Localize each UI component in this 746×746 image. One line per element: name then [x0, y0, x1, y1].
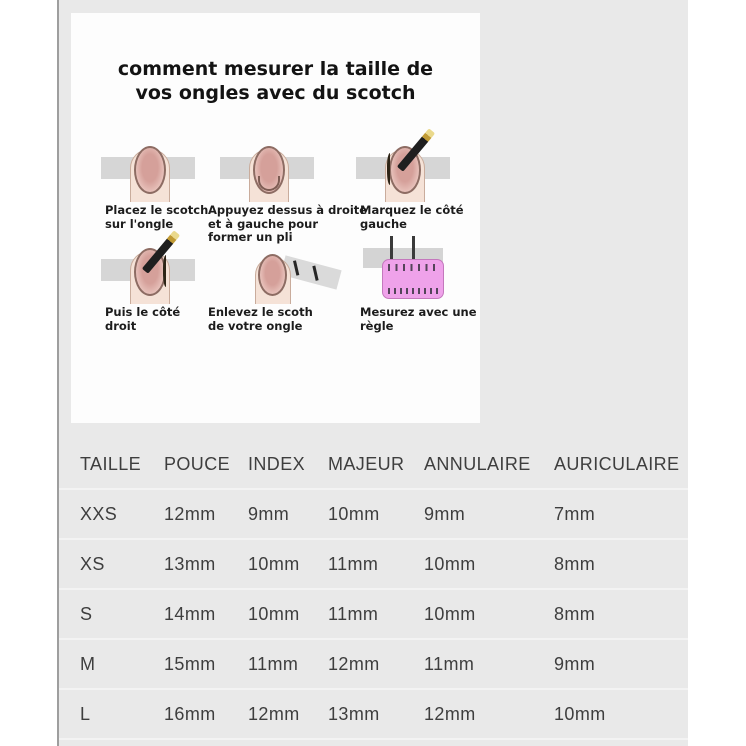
nail-icon: [258, 254, 287, 296]
finger-with-tape-icon: [99, 141, 199, 201]
finger-icon: [255, 257, 291, 304]
annulaire-value: 12mm: [424, 703, 476, 724]
table-row-xxs: [59, 489, 688, 539]
annulaire-value: 10mm: [424, 553, 476, 574]
pen-marking-left-icon: [354, 141, 454, 201]
tape-removed-icon: [246, 243, 346, 303]
index-value: 10mm: [248, 603, 300, 624]
size-label: XXS: [80, 503, 118, 524]
guide-step-3: [360, 141, 482, 231]
majeur-value: 11mm: [328, 603, 379, 624]
pouce-value: 13mm: [164, 553, 216, 574]
ruler-ticks-icon: [388, 288, 438, 294]
annulaire-value: 10mm: [424, 603, 476, 624]
index-value: 9mm: [248, 503, 290, 524]
finger-icon: [130, 149, 170, 202]
majeur-value: 12mm: [328, 653, 380, 674]
ruler-ticks-icon: [388, 264, 438, 271]
ruler-icon: [382, 259, 444, 299]
step-6-caption: Mesurez avec une règle: [360, 305, 477, 333]
col-header-taille: TAILLE: [80, 453, 142, 474]
table-row-xs: [59, 539, 688, 589]
finger-icon: [249, 149, 289, 202]
auriculaire-value: 8mm: [554, 553, 596, 574]
pen-mark-icon: [293, 260, 299, 275]
pouce-value: 15mm: [164, 653, 216, 674]
size-label: M: [80, 653, 96, 674]
nail-icon: [134, 146, 166, 194]
col-header-auriculaire: AURICULAIRE: [554, 453, 680, 474]
auriculaire-value: 10mm: [554, 703, 606, 724]
col-header-pouce: POUCE: [164, 453, 231, 474]
pen-marking-right-icon: [99, 243, 199, 303]
pouce-value: 16mm: [164, 703, 216, 724]
content-panel: [57, 0, 688, 746]
auriculaire-value: 9mm: [554, 653, 596, 674]
index-value: 12mm: [248, 703, 300, 724]
majeur-value: 10mm: [328, 503, 380, 524]
annulaire-value: 9mm: [424, 503, 466, 524]
col-header-majeur: MAJEUR: [328, 453, 405, 474]
annulaire-value: 11mm: [424, 653, 475, 674]
pouce-value: 14mm: [164, 603, 216, 624]
size-table: [59, 440, 688, 740]
col-header-index: INDEX: [248, 453, 306, 474]
majeur-value: 11mm: [328, 553, 379, 574]
pen-mark-icon: [387, 153, 393, 185]
guide-title-line2: vos ongles avec du scotch: [135, 81, 416, 104]
pouce-value: 12mm: [164, 503, 216, 524]
tape-crease-icon: [258, 176, 280, 191]
pen-mark-icon: [163, 255, 169, 287]
guide-step-1: [105, 141, 213, 231]
table-row-s: [59, 589, 688, 639]
guide-step-4: [105, 243, 213, 333]
ruler-measuring-icon: [363, 243, 463, 303]
size-label: L: [80, 703, 91, 724]
step-4-caption: Puis le côté droit: [105, 305, 181, 333]
measuring-guide-image: [71, 13, 480, 423]
guide-step-2: [208, 141, 366, 245]
guide-step-5: [208, 243, 366, 333]
size-label: XS: [80, 553, 105, 574]
step-2-caption: Appuyez dessus à droite et à gauche pour former un pli: [208, 203, 368, 244]
table-row-l: [59, 689, 688, 739]
step-3-caption: Marquez le côté gauche: [360, 203, 464, 231]
pen-mark-icon: [312, 266, 318, 281]
step-5-caption: Enlevez le scoth de votre ongle: [208, 305, 313, 333]
guide-step-6: [360, 243, 482, 333]
auriculaire-value: 7mm: [554, 503, 596, 524]
majeur-value: 13mm: [328, 703, 380, 724]
nail-icon: [253, 146, 285, 194]
index-value: 11mm: [248, 653, 299, 674]
size-table-section: [59, 440, 688, 740]
col-header-annulaire: ANNULAIRE: [424, 453, 531, 474]
guide-title-line1: comment mesurer la taille de: [117, 58, 434, 80]
finger-tape-pressed-icon: [218, 141, 318, 201]
index-value: 10mm: [248, 553, 300, 574]
size-table-header-row: [59, 440, 688, 489]
size-label: S: [80, 603, 93, 624]
auriculaire-value: 8mm: [554, 603, 596, 624]
guide-title: [71, 13, 480, 105]
table-row-m: [59, 639, 688, 689]
step-1-caption: Placez le scotch sur l'ongle: [105, 203, 209, 231]
